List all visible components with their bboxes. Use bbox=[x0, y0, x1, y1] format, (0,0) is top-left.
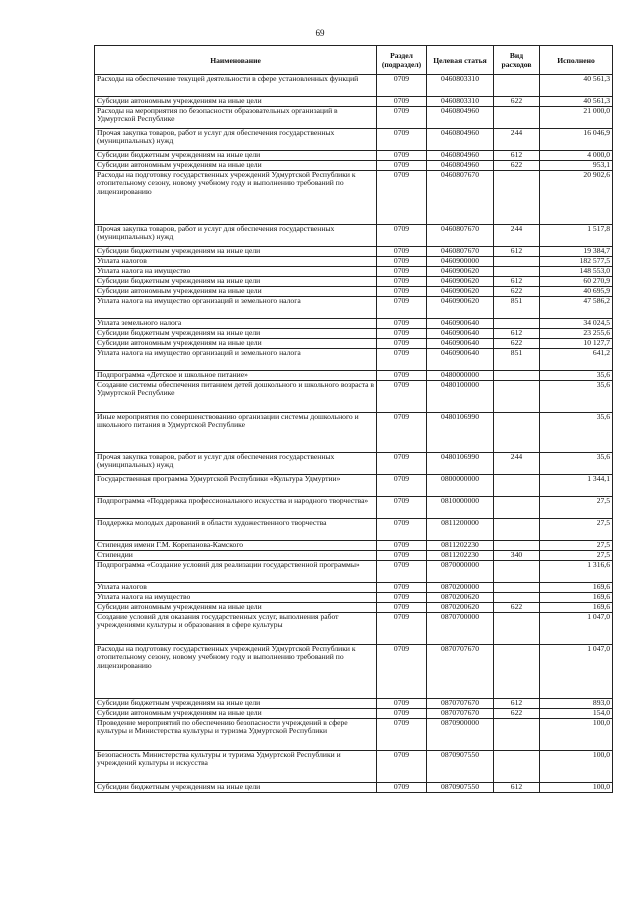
row-razdel: 0709 bbox=[377, 593, 427, 603]
row-razdel: 0709 bbox=[377, 75, 427, 97]
row-celevaya: 0870700000 bbox=[427, 613, 494, 645]
row-name: Подпрограмма «Детское и школьное питание» bbox=[95, 371, 377, 381]
row-celevaya: 0811202230 bbox=[427, 551, 494, 561]
table-row bbox=[95, 171, 613, 225]
row-celevaya: 0480000000 bbox=[427, 371, 494, 381]
row-vid: 612 bbox=[494, 247, 540, 257]
row-razdel: 0709 bbox=[377, 257, 427, 267]
row-vid bbox=[494, 475, 540, 497]
row-ispolneno: 893,0 bbox=[540, 699, 613, 709]
table-body bbox=[95, 75, 613, 793]
row-name: Стипендия имени Г.М. Корепанова-Камского bbox=[95, 541, 377, 551]
row-celevaya: 0480100000 bbox=[427, 381, 494, 413]
row-vid: 622 bbox=[494, 709, 540, 719]
row-ispolneno: 35,6 bbox=[540, 371, 613, 381]
row-vid: 612 bbox=[494, 699, 540, 709]
table-row bbox=[95, 519, 613, 541]
row-celevaya: 0800000000 bbox=[427, 475, 494, 497]
row-razdel: 0709 bbox=[377, 783, 427, 793]
row-razdel: 0709 bbox=[377, 475, 427, 497]
row-celevaya: 0870707670 bbox=[427, 699, 494, 709]
table-row bbox=[95, 319, 613, 329]
row-razdel: 0709 bbox=[377, 319, 427, 329]
row-razdel: 0709 bbox=[377, 277, 427, 287]
row-name: Подпрограмма «Создание условий для реализации государственной программы» bbox=[95, 561, 377, 583]
row-name: Прочая закупка товаров, работ и услуг для обеспечения государственных (муниципальных) нужд bbox=[95, 453, 377, 475]
row-celevaya: 0870907550 bbox=[427, 751, 494, 783]
row-ispolneno: 169,6 bbox=[540, 593, 613, 603]
row-ispolneno: 35,6 bbox=[540, 453, 613, 475]
table-row bbox=[95, 97, 613, 107]
row-vid bbox=[494, 75, 540, 97]
row-ispolneno: 1 047,0 bbox=[540, 613, 613, 645]
row-vid bbox=[494, 645, 540, 699]
row-celevaya: 0460900000 bbox=[427, 257, 494, 267]
header-razdel: Раздел (подраздел) bbox=[377, 46, 427, 75]
page-number: 69 bbox=[315, 28, 325, 38]
row-ispolneno: 154,0 bbox=[540, 709, 613, 719]
row-razdel: 0709 bbox=[377, 225, 427, 247]
row-celevaya: 0870000000 bbox=[427, 561, 494, 583]
row-name: Субсидии автономным учреждениям на иные цели bbox=[95, 97, 377, 107]
table-row bbox=[95, 267, 613, 277]
row-vid bbox=[494, 107, 540, 129]
header-vid: Вид расходов bbox=[494, 46, 540, 75]
row-name: Расходы на мероприятия по безопасности образовательных организаций в Удмуртской Республике bbox=[95, 107, 377, 129]
row-name: Создание условий для оказания государственных услуг, выполнения работ учреждениями культуры и образования в сфере культуры bbox=[95, 613, 377, 645]
row-ispolneno: 1 517,8 bbox=[540, 225, 613, 247]
row-vid: 244 bbox=[494, 453, 540, 475]
row-celevaya: 0870900000 bbox=[427, 719, 494, 751]
row-celevaya: 0460900620 bbox=[427, 277, 494, 287]
row-razdel: 0709 bbox=[377, 349, 427, 371]
row-name: Уплата налога на имущество организаций и земельного налога bbox=[95, 349, 377, 371]
row-razdel: 0709 bbox=[377, 107, 427, 129]
row-celevaya: 0460804960 bbox=[427, 151, 494, 161]
row-name: Проведение мероприятий по обеспечению безопасности учреждений в сфере культуры и Министерства культуры и туризма Удмуртской Республики bbox=[95, 719, 377, 751]
table-row bbox=[95, 475, 613, 497]
row-name: Уплата налогов bbox=[95, 257, 377, 267]
table-row bbox=[95, 699, 613, 709]
header-ispolneno: Исполнено bbox=[540, 46, 613, 75]
row-ispolneno: 35,6 bbox=[540, 381, 613, 413]
row-name: Прочая закупка товаров, работ и услуг для обеспечения государственных (муниципальных) нужд bbox=[95, 225, 377, 247]
table-row bbox=[95, 287, 613, 297]
row-ispolneno: 40 561,3 bbox=[540, 75, 613, 97]
row-razdel: 0709 bbox=[377, 151, 427, 161]
row-razdel: 0709 bbox=[377, 519, 427, 541]
row-vid: 622 bbox=[494, 603, 540, 613]
table-row bbox=[95, 225, 613, 247]
table-row bbox=[95, 613, 613, 645]
row-vid: 612 bbox=[494, 151, 540, 161]
row-ispolneno: 19 384,7 bbox=[540, 247, 613, 257]
row-name: Создание системы обеспечения питанием детей дошкольного и школьного возраста в Удмуртской Республике bbox=[95, 381, 377, 413]
row-celevaya: 0460900640 bbox=[427, 349, 494, 371]
row-ispolneno: 10 127,7 bbox=[540, 339, 613, 349]
row-vid: 612 bbox=[494, 277, 540, 287]
row-vid bbox=[494, 583, 540, 593]
table-row bbox=[95, 709, 613, 719]
row-razdel: 0709 bbox=[377, 381, 427, 413]
row-ispolneno: 21 000,0 bbox=[540, 107, 613, 129]
row-celevaya: 0460807670 bbox=[427, 171, 494, 225]
row-vid bbox=[494, 171, 540, 225]
row-razdel: 0709 bbox=[377, 583, 427, 593]
row-name: Субсидии автономным учреждениям на иные цели bbox=[95, 287, 377, 297]
row-celevaya: 0460807670 bbox=[427, 247, 494, 257]
row-razdel: 0709 bbox=[377, 751, 427, 783]
row-name: Субсидии автономным учреждениям на иные цели bbox=[95, 161, 377, 171]
row-razdel: 0709 bbox=[377, 329, 427, 339]
row-celevaya: 0460804960 bbox=[427, 107, 494, 129]
header-name: Наименование bbox=[95, 46, 377, 75]
row-razdel: 0709 bbox=[377, 371, 427, 381]
row-ispolneno: 27,5 bbox=[540, 551, 613, 561]
row-celevaya: 0460803310 bbox=[427, 97, 494, 107]
table-row bbox=[95, 277, 613, 287]
row-celevaya: 0460900640 bbox=[427, 329, 494, 339]
row-vid bbox=[494, 267, 540, 277]
row-ispolneno: 100,0 bbox=[540, 719, 613, 751]
table-row bbox=[95, 161, 613, 171]
row-razdel: 0709 bbox=[377, 719, 427, 751]
row-ispolneno: 35,6 bbox=[540, 413, 613, 453]
row-ispolneno: 16 046,9 bbox=[540, 129, 613, 151]
row-name: Подпрограмма «Поддержка профессионального искусства и народного творчества» bbox=[95, 497, 377, 519]
row-celevaya: 0460900620 bbox=[427, 267, 494, 277]
row-razdel: 0709 bbox=[377, 613, 427, 645]
row-celevaya: 0870200000 bbox=[427, 583, 494, 593]
row-vid bbox=[494, 613, 540, 645]
row-celevaya: 0811202230 bbox=[427, 541, 494, 551]
row-razdel: 0709 bbox=[377, 645, 427, 699]
row-vid bbox=[494, 593, 540, 603]
row-razdel: 0709 bbox=[377, 561, 427, 583]
table-row bbox=[95, 381, 613, 413]
table-row bbox=[95, 583, 613, 593]
row-ispolneno: 27,5 bbox=[540, 519, 613, 541]
row-name: Субсидии бюджетным учреждениям на иные цели bbox=[95, 699, 377, 709]
row-vid: 622 bbox=[494, 161, 540, 171]
row-celevaya: 0870200620 bbox=[427, 603, 494, 613]
table-row bbox=[95, 453, 613, 475]
row-razdel: 0709 bbox=[377, 161, 427, 171]
budget-table bbox=[94, 45, 613, 793]
row-ispolneno: 1 344,1 bbox=[540, 475, 613, 497]
row-ispolneno: 182 577,5 bbox=[540, 257, 613, 267]
row-celevaya: 0810000000 bbox=[427, 497, 494, 519]
row-ispolneno: 23 255,6 bbox=[540, 329, 613, 339]
row-razdel: 0709 bbox=[377, 497, 427, 519]
row-name: Субсидии бюджетным учреждениям на иные цели bbox=[95, 277, 377, 287]
row-ispolneno: 148 553,0 bbox=[540, 267, 613, 277]
row-vid bbox=[494, 257, 540, 267]
row-ispolneno: 100,0 bbox=[540, 751, 613, 783]
row-razdel: 0709 bbox=[377, 267, 427, 277]
row-vid: 340 bbox=[494, 551, 540, 561]
row-vid bbox=[494, 381, 540, 413]
row-razdel: 0709 bbox=[377, 171, 427, 225]
table-row bbox=[95, 413, 613, 453]
row-ispolneno: 60 270,9 bbox=[540, 277, 613, 287]
row-ispolneno: 1 047,0 bbox=[540, 645, 613, 699]
row-celevaya: 0870707670 bbox=[427, 709, 494, 719]
row-vid bbox=[494, 561, 540, 583]
row-ispolneno: 641,2 bbox=[540, 349, 613, 371]
row-vid: 612 bbox=[494, 783, 540, 793]
row-razdel: 0709 bbox=[377, 297, 427, 319]
row-celevaya: 0460807670 bbox=[427, 225, 494, 247]
row-ispolneno: 40 695,9 bbox=[540, 287, 613, 297]
row-celevaya: 0460900640 bbox=[427, 319, 494, 329]
row-ispolneno: 953,1 bbox=[540, 161, 613, 171]
row-ispolneno: 47 586,2 bbox=[540, 297, 613, 319]
row-razdel: 0709 bbox=[377, 699, 427, 709]
row-vid: 622 bbox=[494, 287, 540, 297]
row-vid bbox=[494, 413, 540, 453]
row-vid: 851 bbox=[494, 297, 540, 319]
row-vid bbox=[494, 371, 540, 381]
table-row bbox=[95, 349, 613, 371]
row-razdel: 0709 bbox=[377, 453, 427, 475]
row-razdel: 0709 bbox=[377, 541, 427, 551]
row-name: Субсидии бюджетным учреждениям на иные цели bbox=[95, 151, 377, 161]
table-row bbox=[95, 719, 613, 751]
row-vid: 244 bbox=[494, 225, 540, 247]
row-vid: 612 bbox=[494, 329, 540, 339]
table-row bbox=[95, 593, 613, 603]
row-ispolneno: 20 902,6 bbox=[540, 171, 613, 225]
table-row bbox=[95, 329, 613, 339]
row-ispolneno: 4 000,0 bbox=[540, 151, 613, 161]
row-name: Государственная программа Удмуртской Республики «Культура Удмуртии» bbox=[95, 475, 377, 497]
row-celevaya: 0460804960 bbox=[427, 129, 494, 151]
row-ispolneno: 100,0 bbox=[540, 783, 613, 793]
row-vid bbox=[494, 319, 540, 329]
row-razdel: 0709 bbox=[377, 97, 427, 107]
table-row bbox=[95, 645, 613, 699]
row-name: Поддержка молодых дарований в области художественного творчества bbox=[95, 519, 377, 541]
row-name: Субсидии бюджетным учреждениям на иные цели bbox=[95, 247, 377, 257]
row-name: Уплата налога на имущество bbox=[95, 593, 377, 603]
table-header-row bbox=[95, 46, 613, 75]
row-celevaya: 0460803310 bbox=[427, 75, 494, 97]
table-row bbox=[95, 107, 613, 129]
row-celevaya: 0460900620 bbox=[427, 297, 494, 319]
row-vid bbox=[494, 541, 540, 551]
row-name: Расходы на подготовку государственных учреждений Удмуртской Республики к отопительному сезону, новому учебному году и выполнению требований по лицензированию bbox=[95, 645, 377, 699]
row-vid: 622 bbox=[494, 97, 540, 107]
row-ispolneno: 27,5 bbox=[540, 541, 613, 551]
row-celevaya: 0870707670 bbox=[427, 645, 494, 699]
row-celevaya: 0870907550 bbox=[427, 783, 494, 793]
row-celevaya: 0870200620 bbox=[427, 593, 494, 603]
row-razdel: 0709 bbox=[377, 551, 427, 561]
row-razdel: 0709 bbox=[377, 287, 427, 297]
row-name: Субсидии бюджетным учреждениям на иные цели bbox=[95, 783, 377, 793]
row-ispolneno: 34 024,5 bbox=[540, 319, 613, 329]
row-vid bbox=[494, 497, 540, 519]
row-name: Расходы на обеспечение текущей деятельности в сфере установленных функций bbox=[95, 75, 377, 97]
row-celevaya: 0460804960 bbox=[427, 161, 494, 171]
row-razdel: 0709 bbox=[377, 709, 427, 719]
row-vid: 622 bbox=[494, 339, 540, 349]
row-vid: 244 bbox=[494, 129, 540, 151]
table-row bbox=[95, 561, 613, 583]
row-razdel: 0709 bbox=[377, 339, 427, 349]
row-ispolneno: 1 316,6 bbox=[540, 561, 613, 583]
table-row bbox=[95, 75, 613, 97]
row-celevaya: 0811200000 bbox=[427, 519, 494, 541]
row-name: Безопасность Министерства культуры и туризма Удмуртской Республики и учреждений культуры и искусства bbox=[95, 751, 377, 783]
row-name: Субсидии автономным учреждениям на иные цели bbox=[95, 709, 377, 719]
table-row bbox=[95, 247, 613, 257]
row-celevaya: 0460900640 bbox=[427, 339, 494, 349]
row-name: Уплата налога на имущество организаций и земельного налога bbox=[95, 297, 377, 319]
row-ispolneno: 27,5 bbox=[540, 497, 613, 519]
table-row bbox=[95, 297, 613, 319]
row-name: Расходы на подготовку государственных учреждений Удмуртской Республики к отопительному сезону, новому учебному году и выполнению требований по лицензированию bbox=[95, 171, 377, 225]
table-row bbox=[95, 783, 613, 793]
table-row bbox=[95, 339, 613, 349]
table-row bbox=[95, 497, 613, 519]
table-row bbox=[95, 551, 613, 561]
row-razdel: 0709 bbox=[377, 413, 427, 453]
table-row bbox=[95, 151, 613, 161]
row-name: Субсидии автономным учреждениям на иные цели bbox=[95, 339, 377, 349]
table-row bbox=[95, 129, 613, 151]
row-celevaya: 0480106990 bbox=[427, 453, 494, 475]
row-name: Субсидии бюджетным учреждениям на иные цели bbox=[95, 329, 377, 339]
row-razdel: 0709 bbox=[377, 603, 427, 613]
row-vid bbox=[494, 719, 540, 751]
row-celevaya: 0480106990 bbox=[427, 413, 494, 453]
row-name: Субсидии автономным учреждениям на иные цели bbox=[95, 603, 377, 613]
row-ispolneno: 169,6 bbox=[540, 583, 613, 593]
table-row bbox=[95, 541, 613, 551]
row-razdel: 0709 bbox=[377, 129, 427, 151]
row-vid: 851 bbox=[494, 349, 540, 371]
row-ispolneno: 169,6 bbox=[540, 603, 613, 613]
row-name: Стипендии bbox=[95, 551, 377, 561]
table-row bbox=[95, 371, 613, 381]
table-row bbox=[95, 751, 613, 783]
header-celevaya: Целевая статья bbox=[427, 46, 494, 75]
row-celevaya: 0460900620 bbox=[427, 287, 494, 297]
row-name: Иные мероприятия по совершенствованию организации системы дошкольного и школьного питания в Удмуртской Республике bbox=[95, 413, 377, 453]
table-row bbox=[95, 603, 613, 613]
row-name: Прочая закупка товаров, работ и услуг для обеспечения государственных (муниципальных) нужд bbox=[95, 129, 377, 151]
row-name: Уплата налогов bbox=[95, 583, 377, 593]
row-ispolneno: 40 561,3 bbox=[540, 97, 613, 107]
row-name: Уплата налога на имущество bbox=[95, 267, 377, 277]
row-razdel: 0709 bbox=[377, 247, 427, 257]
row-vid bbox=[494, 751, 540, 783]
row-vid bbox=[494, 519, 540, 541]
row-name: Уплата земельного налога bbox=[95, 319, 377, 329]
table-row bbox=[95, 257, 613, 267]
